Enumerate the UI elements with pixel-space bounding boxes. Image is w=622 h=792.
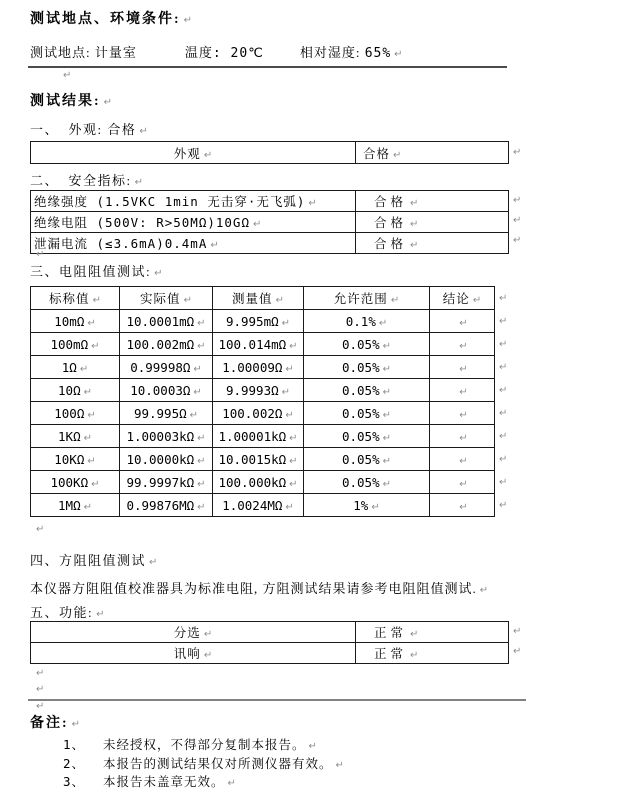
paragraph-mark: ↵ bbox=[154, 268, 163, 279]
table-row bbox=[31, 333, 495, 356]
paragraph-mark: ↵ bbox=[36, 524, 45, 535]
actual-cell: 0.99876MΩ ↵ bbox=[120, 494, 213, 517]
env-temp-value: 20℃ bbox=[230, 46, 264, 61]
actual-cell: 99.9997kΩ ↵ bbox=[120, 471, 213, 494]
section-resistance-heading: 三、电阻阻值测试: ↵ bbox=[30, 264, 163, 279]
actual-cell: 10.0000kΩ ↵ bbox=[120, 448, 213, 471]
section-safety-heading: 二、 安全指标: ↵ bbox=[30, 173, 144, 188]
conclusion-cell: ↵ bbox=[430, 310, 495, 333]
actual-cell: 0.99998Ω ↵ bbox=[120, 356, 213, 379]
paragraph-mark: ↵ bbox=[479, 585, 489, 596]
function-item-cell: 讯响 ↵ bbox=[31, 643, 356, 664]
cell-mark: ↵ bbox=[203, 650, 213, 661]
nominal-cell: 1Ω ↵ bbox=[31, 356, 120, 379]
table-row bbox=[31, 191, 509, 212]
env-humidity-value: 65% bbox=[364, 46, 392, 61]
cell-mark: ↵ bbox=[390, 295, 400, 306]
cell-mark: ↵ bbox=[203, 629, 213, 640]
conclusion-cell: ↵ bbox=[430, 425, 495, 448]
tolerance-cell: 0.05% ↵ bbox=[304, 333, 430, 356]
remark-text: 本报告未盖章无效。 ↵ bbox=[103, 775, 236, 789]
section-functions-heading: 五、功能: ↵ bbox=[30, 605, 105, 620]
paragraph-mark: ↵ bbox=[335, 760, 344, 771]
remark-number: 1、 bbox=[63, 737, 86, 752]
actual-cell: 1.00003kΩ ↵ bbox=[120, 425, 213, 448]
conclusion-cell: ↵ bbox=[430, 494, 495, 517]
resistance-table bbox=[30, 286, 495, 517]
paragraph-mark: ↵ bbox=[139, 126, 148, 137]
tolerance-cell: 0.05% ↵ bbox=[304, 471, 430, 494]
cell-mark: ↵ bbox=[308, 198, 317, 209]
actual-cell: 99.995Ω ↵ bbox=[120, 402, 213, 425]
table-header-row bbox=[31, 287, 495, 310]
cell-mark: ↵ bbox=[210, 240, 219, 251]
table-row bbox=[31, 142, 509, 164]
footer-divider-rule bbox=[28, 699, 526, 701]
paragraph-mark: ↵ bbox=[149, 557, 158, 568]
section-appearance-heading: 一、 外观: 合格 ↵ bbox=[30, 122, 148, 137]
nominal-cell: 1KΩ ↵ bbox=[31, 425, 120, 448]
safety-table bbox=[30, 190, 509, 254]
measured-cell: 10.0015kΩ ↵ bbox=[213, 448, 304, 471]
tolerance-cell: 0.05% ↵ bbox=[304, 425, 430, 448]
row-end-marks: ↵ ↵ ↵ ↵ ↵ ↵ ↵ ↵ ↵ ↵ bbox=[499, 293, 508, 511]
nominal-cell: 10mΩ ↵ bbox=[31, 310, 120, 333]
cell-mark: ↵ bbox=[253, 219, 262, 230]
nominal-cell: 100mΩ ↵ bbox=[31, 333, 120, 356]
conclusion-cell: ↵ bbox=[430, 333, 495, 356]
remark-text: 本报告的测试结果仅对所测仪器有效。 ↵ bbox=[103, 757, 344, 771]
paragraph-mark: ↵ bbox=[227, 778, 236, 789]
remark-item-2 bbox=[63, 754, 583, 772]
conclusion-cell: ↵ bbox=[430, 402, 495, 425]
function-result-cell: 正常 ↵ bbox=[356, 622, 509, 643]
function-item-cell: 分选 ↵ bbox=[31, 622, 356, 643]
cell-mark: ↵ bbox=[92, 295, 101, 306]
paragraph-mark: ↵ bbox=[308, 741, 317, 752]
measured-cell: 1.0024MΩ ↵ bbox=[213, 494, 304, 517]
nominal-cell: 100KΩ ↵ bbox=[31, 471, 120, 494]
col-header-measured: 测量值 ↵ bbox=[213, 287, 304, 310]
appearance-table bbox=[30, 141, 509, 164]
paragraph-mark: ↵ bbox=[394, 49, 403, 60]
env-conditions-heading: 测试地点、环境条件: ↵ bbox=[30, 12, 193, 27]
col-header-nominal: 标称值 ↵ bbox=[31, 287, 120, 310]
functions-table bbox=[30, 621, 509, 664]
row-end-marks: ↵ ↵ ↵ bbox=[513, 195, 522, 246]
table-row bbox=[31, 402, 495, 425]
safety-result-cell: 合格 ↵ bbox=[356, 233, 509, 254]
conclusion-cell: ↵ bbox=[430, 356, 495, 379]
safety-result-cell: 合格 ↵ bbox=[356, 212, 509, 233]
tolerance-cell: 0.05% ↵ bbox=[304, 402, 430, 425]
appearance-result-cell: 合格 ↵ bbox=[356, 142, 509, 164]
actual-cell: 10.0001mΩ ↵ bbox=[120, 310, 213, 333]
measured-cell: 9.995mΩ ↵ bbox=[213, 310, 304, 333]
cell-mark: ↵ bbox=[275, 295, 284, 306]
table-row bbox=[31, 310, 495, 333]
paragraph-mark: ↵ bbox=[103, 97, 113, 108]
nominal-cell: 10KΩ ↵ bbox=[31, 448, 120, 471]
tolerance-cell: 1% ↵ bbox=[304, 494, 430, 517]
safety-item-cell: 绝缘电阻 (500V: R>50MΩ)10GΩ ↵ bbox=[31, 212, 356, 233]
tolerance-cell: 0.1% ↵ bbox=[304, 310, 430, 333]
tolerance-cell: 0.05% ↵ bbox=[304, 448, 430, 471]
paragraph-mark: ↵ bbox=[71, 719, 81, 730]
table-row bbox=[31, 494, 495, 517]
measured-cell: 9.9993Ω ↵ bbox=[213, 379, 304, 402]
cell-mark: ↵ bbox=[410, 219, 419, 230]
actual-cell: 100.002mΩ ↵ bbox=[120, 333, 213, 356]
table-row bbox=[31, 622, 509, 643]
results-heading: 测试结果: ↵ bbox=[30, 94, 113, 109]
env-humidity-label: 相对湿度: bbox=[299, 45, 365, 60]
measured-cell: 100.014mΩ ↵ bbox=[213, 333, 304, 356]
nominal-cell: 10Ω ↵ bbox=[31, 379, 120, 402]
cell-mark: ↵ bbox=[410, 650, 419, 661]
safety-item-cell: 泄漏电流 (≤3.6mA)0.4mA ↵ bbox=[31, 233, 356, 254]
appearance-item-cell: 外观 ↵ bbox=[31, 142, 356, 164]
remark-text: 未经授权，不得部分复制本报告。 ↵ bbox=[103, 738, 317, 752]
header-divider-rule bbox=[28, 66, 507, 68]
remark-number: 3、 bbox=[63, 774, 86, 789]
env-location-label: 测试地点: bbox=[30, 45, 95, 60]
paragraph-mark: ↵ bbox=[36, 249, 45, 260]
paragraph-mark: ↵ bbox=[63, 70, 72, 81]
row-end-marks: ↵ bbox=[513, 147, 522, 158]
cell-mark: ↵ bbox=[410, 629, 419, 640]
conclusion-cell: ↵ bbox=[430, 448, 495, 471]
paragraph-mark: ↵ bbox=[36, 668, 45, 679]
actual-cell: 10.0003Ω ↵ bbox=[120, 379, 213, 402]
cell-mark: ↵ bbox=[472, 295, 482, 306]
env-location-value: 计量室 bbox=[94, 45, 137, 60]
remark-number: 2、 bbox=[63, 756, 86, 771]
tolerance-cell: 0.05% ↵ bbox=[304, 356, 430, 379]
function-result-cell: 正常 ↵ bbox=[356, 643, 509, 664]
cell-mark: ↵ bbox=[183, 295, 192, 306]
table-row bbox=[31, 212, 509, 233]
measured-cell: 1.00001kΩ ↵ bbox=[213, 425, 304, 448]
remarks-heading: 备注: ↵ bbox=[30, 716, 81, 731]
env-conditions-line bbox=[30, 42, 403, 61]
paragraph-mark: ↵ bbox=[134, 177, 144, 188]
tolerance-cell: 0.05% ↵ bbox=[304, 379, 430, 402]
env-temp-label: 温度: bbox=[184, 46, 231, 61]
cell-mark: ↵ bbox=[410, 198, 419, 209]
table-row bbox=[31, 356, 495, 379]
conclusion-cell: ↵ bbox=[430, 471, 495, 494]
remark-item-3 bbox=[63, 772, 583, 790]
cell-mark: ↵ bbox=[203, 149, 213, 161]
remark-item-1 bbox=[63, 735, 583, 753]
paragraph-mark: ↵ bbox=[96, 609, 105, 620]
paragraph-mark: ↵ bbox=[36, 701, 45, 712]
nominal-cell: 100Ω ↵ bbox=[31, 402, 120, 425]
sheet-resistance-note: 本仪器方阻阻值校准器具为标准电阻, 方阻测试结果请参考电阻阻值测试. ↵ bbox=[30, 581, 489, 596]
measured-cell: 1.00009Ω ↵ bbox=[213, 356, 304, 379]
section-sheet-resistance-heading: 四、方阻阻值测试 ↵ bbox=[30, 553, 158, 568]
paragraph-mark: ↵ bbox=[36, 684, 45, 695]
cell-mark: ↵ bbox=[393, 149, 402, 161]
cell-mark: ↵ bbox=[410, 240, 419, 251]
col-header-tolerance: 允许范围 ↵ bbox=[304, 287, 430, 310]
safety-item-cell: 绝缘强度 (1.5VKC 1min 无击穿·无飞弧) ↵ bbox=[31, 191, 356, 212]
nominal-cell: 1MΩ ↵ bbox=[31, 494, 120, 517]
row-end-marks: ↵ ↵ bbox=[513, 626, 522, 657]
measured-cell: 100.002Ω ↵ bbox=[213, 402, 304, 425]
safety-result-cell: 合格 ↵ bbox=[356, 191, 509, 212]
table-row bbox=[31, 379, 495, 402]
col-header-conclusion: 结论 ↵ bbox=[430, 287, 495, 310]
table-row bbox=[31, 448, 495, 471]
conclusion-cell: ↵ bbox=[430, 379, 495, 402]
col-header-actual: 实际值 ↵ bbox=[120, 287, 213, 310]
table-row bbox=[31, 425, 495, 448]
table-row bbox=[31, 643, 509, 664]
table-row bbox=[31, 233, 509, 254]
measured-cell: 100.000kΩ ↵ bbox=[213, 471, 304, 494]
paragraph-mark: ↵ bbox=[183, 15, 193, 26]
table-row bbox=[31, 471, 495, 494]
